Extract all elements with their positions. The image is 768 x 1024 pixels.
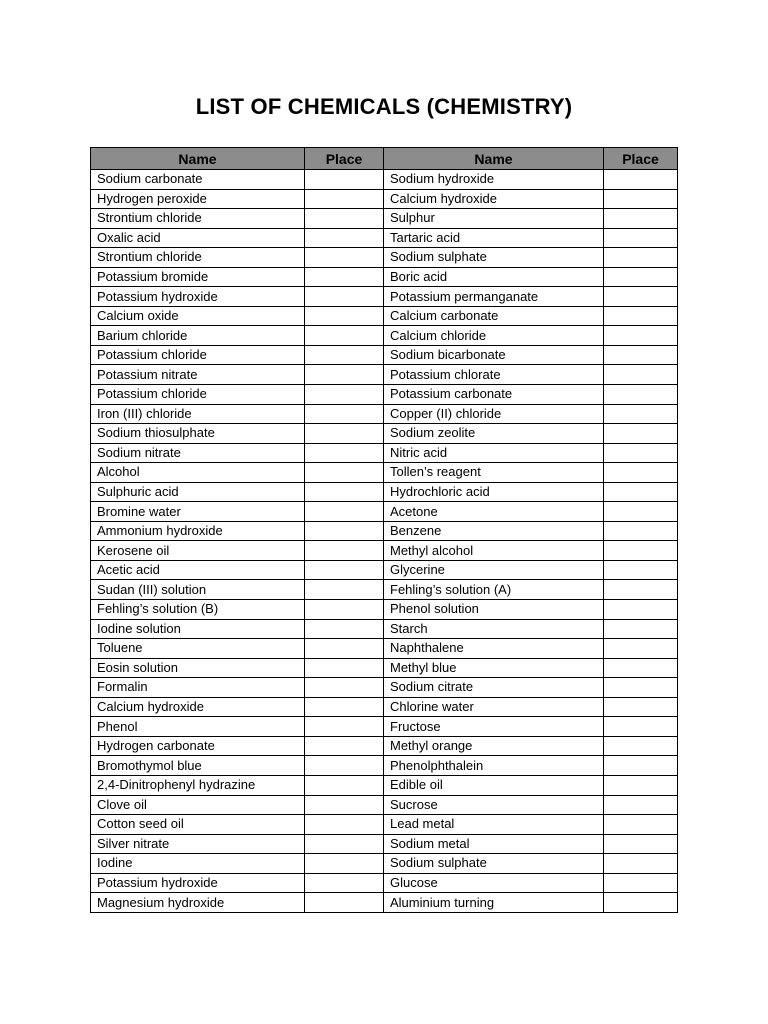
chemical-name-right: Nitric acid bbox=[384, 443, 604, 463]
chemical-name-right: Benzene bbox=[384, 521, 604, 541]
place-cell-right bbox=[604, 893, 678, 913]
chemical-name-right: Glycerine bbox=[384, 560, 604, 580]
chemical-name-left: Sulphuric acid bbox=[91, 482, 305, 502]
place-cell-right bbox=[604, 600, 678, 620]
chemical-name-left: Hydrogen peroxide bbox=[91, 189, 305, 209]
chemical-name-left: Oxalic acid bbox=[91, 228, 305, 248]
place-cell-left bbox=[305, 209, 384, 229]
place-cell-left bbox=[305, 248, 384, 268]
place-cell-left bbox=[305, 717, 384, 737]
place-cell-right bbox=[604, 541, 678, 561]
place-cell-left bbox=[305, 443, 384, 463]
place-cell-right bbox=[604, 873, 678, 893]
place-cell-left bbox=[305, 365, 384, 385]
chemical-name-right: Calcium carbonate bbox=[384, 306, 604, 326]
place-cell-right bbox=[604, 404, 678, 424]
place-cell-left bbox=[305, 424, 384, 444]
column-header-place-right: Place bbox=[604, 148, 678, 170]
table-row bbox=[91, 873, 678, 893]
chemical-name-right: Methyl orange bbox=[384, 736, 604, 756]
chemical-name-right: Sodium metal bbox=[384, 834, 604, 854]
place-cell-left bbox=[305, 697, 384, 717]
table-row bbox=[91, 189, 678, 209]
chemical-name-left: Potassium nitrate bbox=[91, 365, 305, 385]
column-header-name-left: Name bbox=[91, 148, 305, 170]
table-row bbox=[91, 717, 678, 737]
chemical-name-right: Boric acid bbox=[384, 267, 604, 287]
chemical-name-left: Iodine solution bbox=[91, 619, 305, 639]
chemical-name-right: Copper (II) chloride bbox=[384, 404, 604, 424]
chemical-name-left: Hydrogen carbonate bbox=[91, 736, 305, 756]
chemical-name-left: Phenol bbox=[91, 717, 305, 737]
place-cell-left bbox=[305, 600, 384, 620]
table-row bbox=[91, 404, 678, 424]
chemical-name-right: Naphthalene bbox=[384, 639, 604, 659]
place-cell-left bbox=[305, 736, 384, 756]
place-cell-right bbox=[604, 502, 678, 522]
place-cell-left bbox=[305, 815, 384, 835]
place-cell-right bbox=[604, 345, 678, 365]
table-row bbox=[91, 170, 678, 190]
table-row bbox=[91, 521, 678, 541]
place-cell-left bbox=[305, 854, 384, 874]
place-cell-left bbox=[305, 326, 384, 346]
table-row bbox=[91, 658, 678, 678]
chemical-name-left: Formalin bbox=[91, 678, 305, 698]
table-row bbox=[91, 267, 678, 287]
chemical-name-left: Ammonium hydroxide bbox=[91, 521, 305, 541]
column-header-place-left: Place bbox=[305, 148, 384, 170]
chemical-name-left: Strontium chloride bbox=[91, 209, 305, 229]
chemical-name-right: Sucrose bbox=[384, 795, 604, 815]
place-cell-left bbox=[305, 756, 384, 776]
table-row bbox=[91, 287, 678, 307]
chemical-name-left: Iron (III) chloride bbox=[91, 404, 305, 424]
chemical-name-right: Sodium sulphate bbox=[384, 854, 604, 874]
place-cell-left bbox=[305, 228, 384, 248]
chemical-name-right: Potassium permanganate bbox=[384, 287, 604, 307]
chemical-name-right: Methyl blue bbox=[384, 658, 604, 678]
place-cell-left bbox=[305, 560, 384, 580]
place-cell-right bbox=[604, 248, 678, 268]
table-row bbox=[91, 600, 678, 620]
chemical-name-right: Sodium zeolite bbox=[384, 424, 604, 444]
place-cell-right bbox=[604, 619, 678, 639]
table-row bbox=[91, 756, 678, 776]
place-cell-left bbox=[305, 639, 384, 659]
place-cell-right bbox=[604, 658, 678, 678]
chemical-name-left: Potassium chloride bbox=[91, 385, 305, 405]
table-header-row bbox=[91, 148, 678, 170]
chemical-name-left: Potassium hydroxide bbox=[91, 873, 305, 893]
table-row bbox=[91, 345, 678, 365]
place-cell-right bbox=[604, 717, 678, 737]
chemical-name-left: Sodium thiosulphate bbox=[91, 424, 305, 444]
chemical-name-right: Edible oil bbox=[384, 775, 604, 795]
chemical-name-left: Bromine water bbox=[91, 502, 305, 522]
place-cell-left bbox=[305, 619, 384, 639]
table-row bbox=[91, 560, 678, 580]
chemical-name-left: Fehling’s solution (B) bbox=[91, 600, 305, 620]
chemical-name-left: 2,4-Dinitrophenyl hydrazine bbox=[91, 775, 305, 795]
column-header-name-right: Name bbox=[384, 148, 604, 170]
place-cell-left bbox=[305, 345, 384, 365]
chemical-name-right: Tollen’s reagent bbox=[384, 463, 604, 483]
table-row bbox=[91, 326, 678, 346]
table-row bbox=[91, 795, 678, 815]
table-row bbox=[91, 209, 678, 229]
table-row bbox=[91, 639, 678, 659]
chemical-name-right: Hydrochloric acid bbox=[384, 482, 604, 502]
chemical-name-left: Silver nitrate bbox=[91, 834, 305, 854]
place-cell-right bbox=[604, 521, 678, 541]
chemical-name-right: Sodium sulphate bbox=[384, 248, 604, 268]
place-cell-right bbox=[604, 697, 678, 717]
chemicals-table bbox=[90, 147, 678, 913]
table-row bbox=[91, 248, 678, 268]
chemical-name-right: Calcium chloride bbox=[384, 326, 604, 346]
table-row bbox=[91, 463, 678, 483]
place-cell-left bbox=[305, 541, 384, 561]
place-cell-right bbox=[604, 306, 678, 326]
chemical-name-right: Glucose bbox=[384, 873, 604, 893]
place-cell-right bbox=[604, 287, 678, 307]
chemical-name-right: Phenolphthalein bbox=[384, 756, 604, 776]
place-cell-left bbox=[305, 775, 384, 795]
chemical-name-left: Clove oil bbox=[91, 795, 305, 815]
table-row bbox=[91, 365, 678, 385]
table-row bbox=[91, 834, 678, 854]
chemical-name-right: Starch bbox=[384, 619, 604, 639]
place-cell-left bbox=[305, 463, 384, 483]
place-cell-right bbox=[604, 228, 678, 248]
chemical-name-right: Chlorine water bbox=[384, 697, 604, 717]
place-cell-left bbox=[305, 287, 384, 307]
place-cell-left bbox=[305, 502, 384, 522]
place-cell-right bbox=[604, 834, 678, 854]
chemical-name-left: Bromothymol blue bbox=[91, 756, 305, 776]
table-body bbox=[91, 170, 678, 913]
place-cell-left bbox=[305, 521, 384, 541]
place-cell-right bbox=[604, 385, 678, 405]
chemical-name-right: Sodium bicarbonate bbox=[384, 345, 604, 365]
chemical-name-left: Acetic acid bbox=[91, 560, 305, 580]
table-row bbox=[91, 854, 678, 874]
table-row bbox=[91, 736, 678, 756]
chemical-name-left: Iodine bbox=[91, 854, 305, 874]
chemical-name-right: Methyl alcohol bbox=[384, 541, 604, 561]
chemical-name-right: Fructose bbox=[384, 717, 604, 737]
place-cell-left bbox=[305, 306, 384, 326]
place-cell-right bbox=[604, 795, 678, 815]
page-title: LIST OF CHEMICALS (CHEMISTRY) bbox=[195, 94, 573, 119]
chemical-name-left: Strontium chloride bbox=[91, 248, 305, 268]
place-cell-right bbox=[604, 678, 678, 698]
place-cell-right bbox=[604, 736, 678, 756]
chemical-name-left: Potassium bromide bbox=[91, 267, 305, 287]
place-cell-right bbox=[604, 170, 678, 190]
place-cell-left bbox=[305, 873, 384, 893]
place-cell-right bbox=[604, 209, 678, 229]
chemical-name-left: Cotton seed oil bbox=[91, 815, 305, 835]
table-row bbox=[91, 502, 678, 522]
table-row bbox=[91, 893, 678, 913]
place-cell-left bbox=[305, 580, 384, 600]
place-cell-left bbox=[305, 658, 384, 678]
chemical-name-right: Phenol solution bbox=[384, 600, 604, 620]
place-cell-right bbox=[604, 756, 678, 776]
place-cell-right bbox=[604, 326, 678, 346]
place-cell-left bbox=[305, 678, 384, 698]
chemical-name-right: Tartaric acid bbox=[384, 228, 604, 248]
place-cell-right bbox=[604, 815, 678, 835]
chemical-name-left: Kerosene oil bbox=[91, 541, 305, 561]
table-row bbox=[91, 619, 678, 639]
table-row bbox=[91, 443, 678, 463]
chemical-name-left: Sudan (III) solution bbox=[91, 580, 305, 600]
chemical-name-left: Sodium carbonate bbox=[91, 170, 305, 190]
chemical-name-right: Sodium citrate bbox=[384, 678, 604, 698]
place-cell-right bbox=[604, 443, 678, 463]
chemical-name-right: Fehling’s solution (A) bbox=[384, 580, 604, 600]
place-cell-right bbox=[604, 189, 678, 209]
table-row bbox=[91, 385, 678, 405]
table-row bbox=[91, 815, 678, 835]
place-cell-right bbox=[604, 775, 678, 795]
table-row bbox=[91, 580, 678, 600]
chemical-name-left: Calcium hydroxide bbox=[91, 697, 305, 717]
place-cell-right bbox=[604, 365, 678, 385]
chemical-name-left: Barium chloride bbox=[91, 326, 305, 346]
place-cell-right bbox=[604, 482, 678, 502]
place-cell-left bbox=[305, 834, 384, 854]
chemical-name-left: Magnesium hydroxide bbox=[91, 893, 305, 913]
chemical-name-right: Potassium carbonate bbox=[384, 385, 604, 405]
place-cell-right bbox=[604, 463, 678, 483]
table-row bbox=[91, 482, 678, 502]
place-cell-right bbox=[604, 580, 678, 600]
chemical-name-right: Potassium chlorate bbox=[384, 365, 604, 385]
table-row bbox=[91, 306, 678, 326]
chemical-name-right: Acetone bbox=[384, 502, 604, 522]
place-cell-left bbox=[305, 385, 384, 405]
chemical-name-left: Potassium hydroxide bbox=[91, 287, 305, 307]
table-row bbox=[91, 424, 678, 444]
chemical-name-left: Eosin solution bbox=[91, 658, 305, 678]
chemical-name-right: Calcium hydroxide bbox=[384, 189, 604, 209]
place-cell-left bbox=[305, 170, 384, 190]
place-cell-right bbox=[604, 854, 678, 874]
place-cell-left bbox=[305, 795, 384, 815]
chemical-name-left: Sodium nitrate bbox=[91, 443, 305, 463]
place-cell-left bbox=[305, 893, 384, 913]
place-cell-left bbox=[305, 482, 384, 502]
table-row bbox=[91, 697, 678, 717]
chemical-name-right: Aluminium turning bbox=[384, 893, 604, 913]
place-cell-left bbox=[305, 267, 384, 287]
place-cell-left bbox=[305, 404, 384, 424]
table-row bbox=[91, 678, 678, 698]
chemical-name-right: Lead metal bbox=[384, 815, 604, 835]
chemical-name-left: Calcium oxide bbox=[91, 306, 305, 326]
place-cell-right bbox=[604, 267, 678, 287]
table-row bbox=[91, 541, 678, 561]
place-cell-left bbox=[305, 189, 384, 209]
chemical-name-left: Alcohol bbox=[91, 463, 305, 483]
place-cell-right bbox=[604, 424, 678, 444]
chemical-name-left: Potassium chloride bbox=[91, 345, 305, 365]
chemical-name-right: Sulphur bbox=[384, 209, 604, 229]
chemical-name-left: Toluene bbox=[91, 639, 305, 659]
table-row bbox=[91, 228, 678, 248]
chemical-name-right: Sodium hydroxide bbox=[384, 170, 604, 190]
place-cell-right bbox=[604, 560, 678, 580]
place-cell-right bbox=[604, 639, 678, 659]
table-row bbox=[91, 775, 678, 795]
